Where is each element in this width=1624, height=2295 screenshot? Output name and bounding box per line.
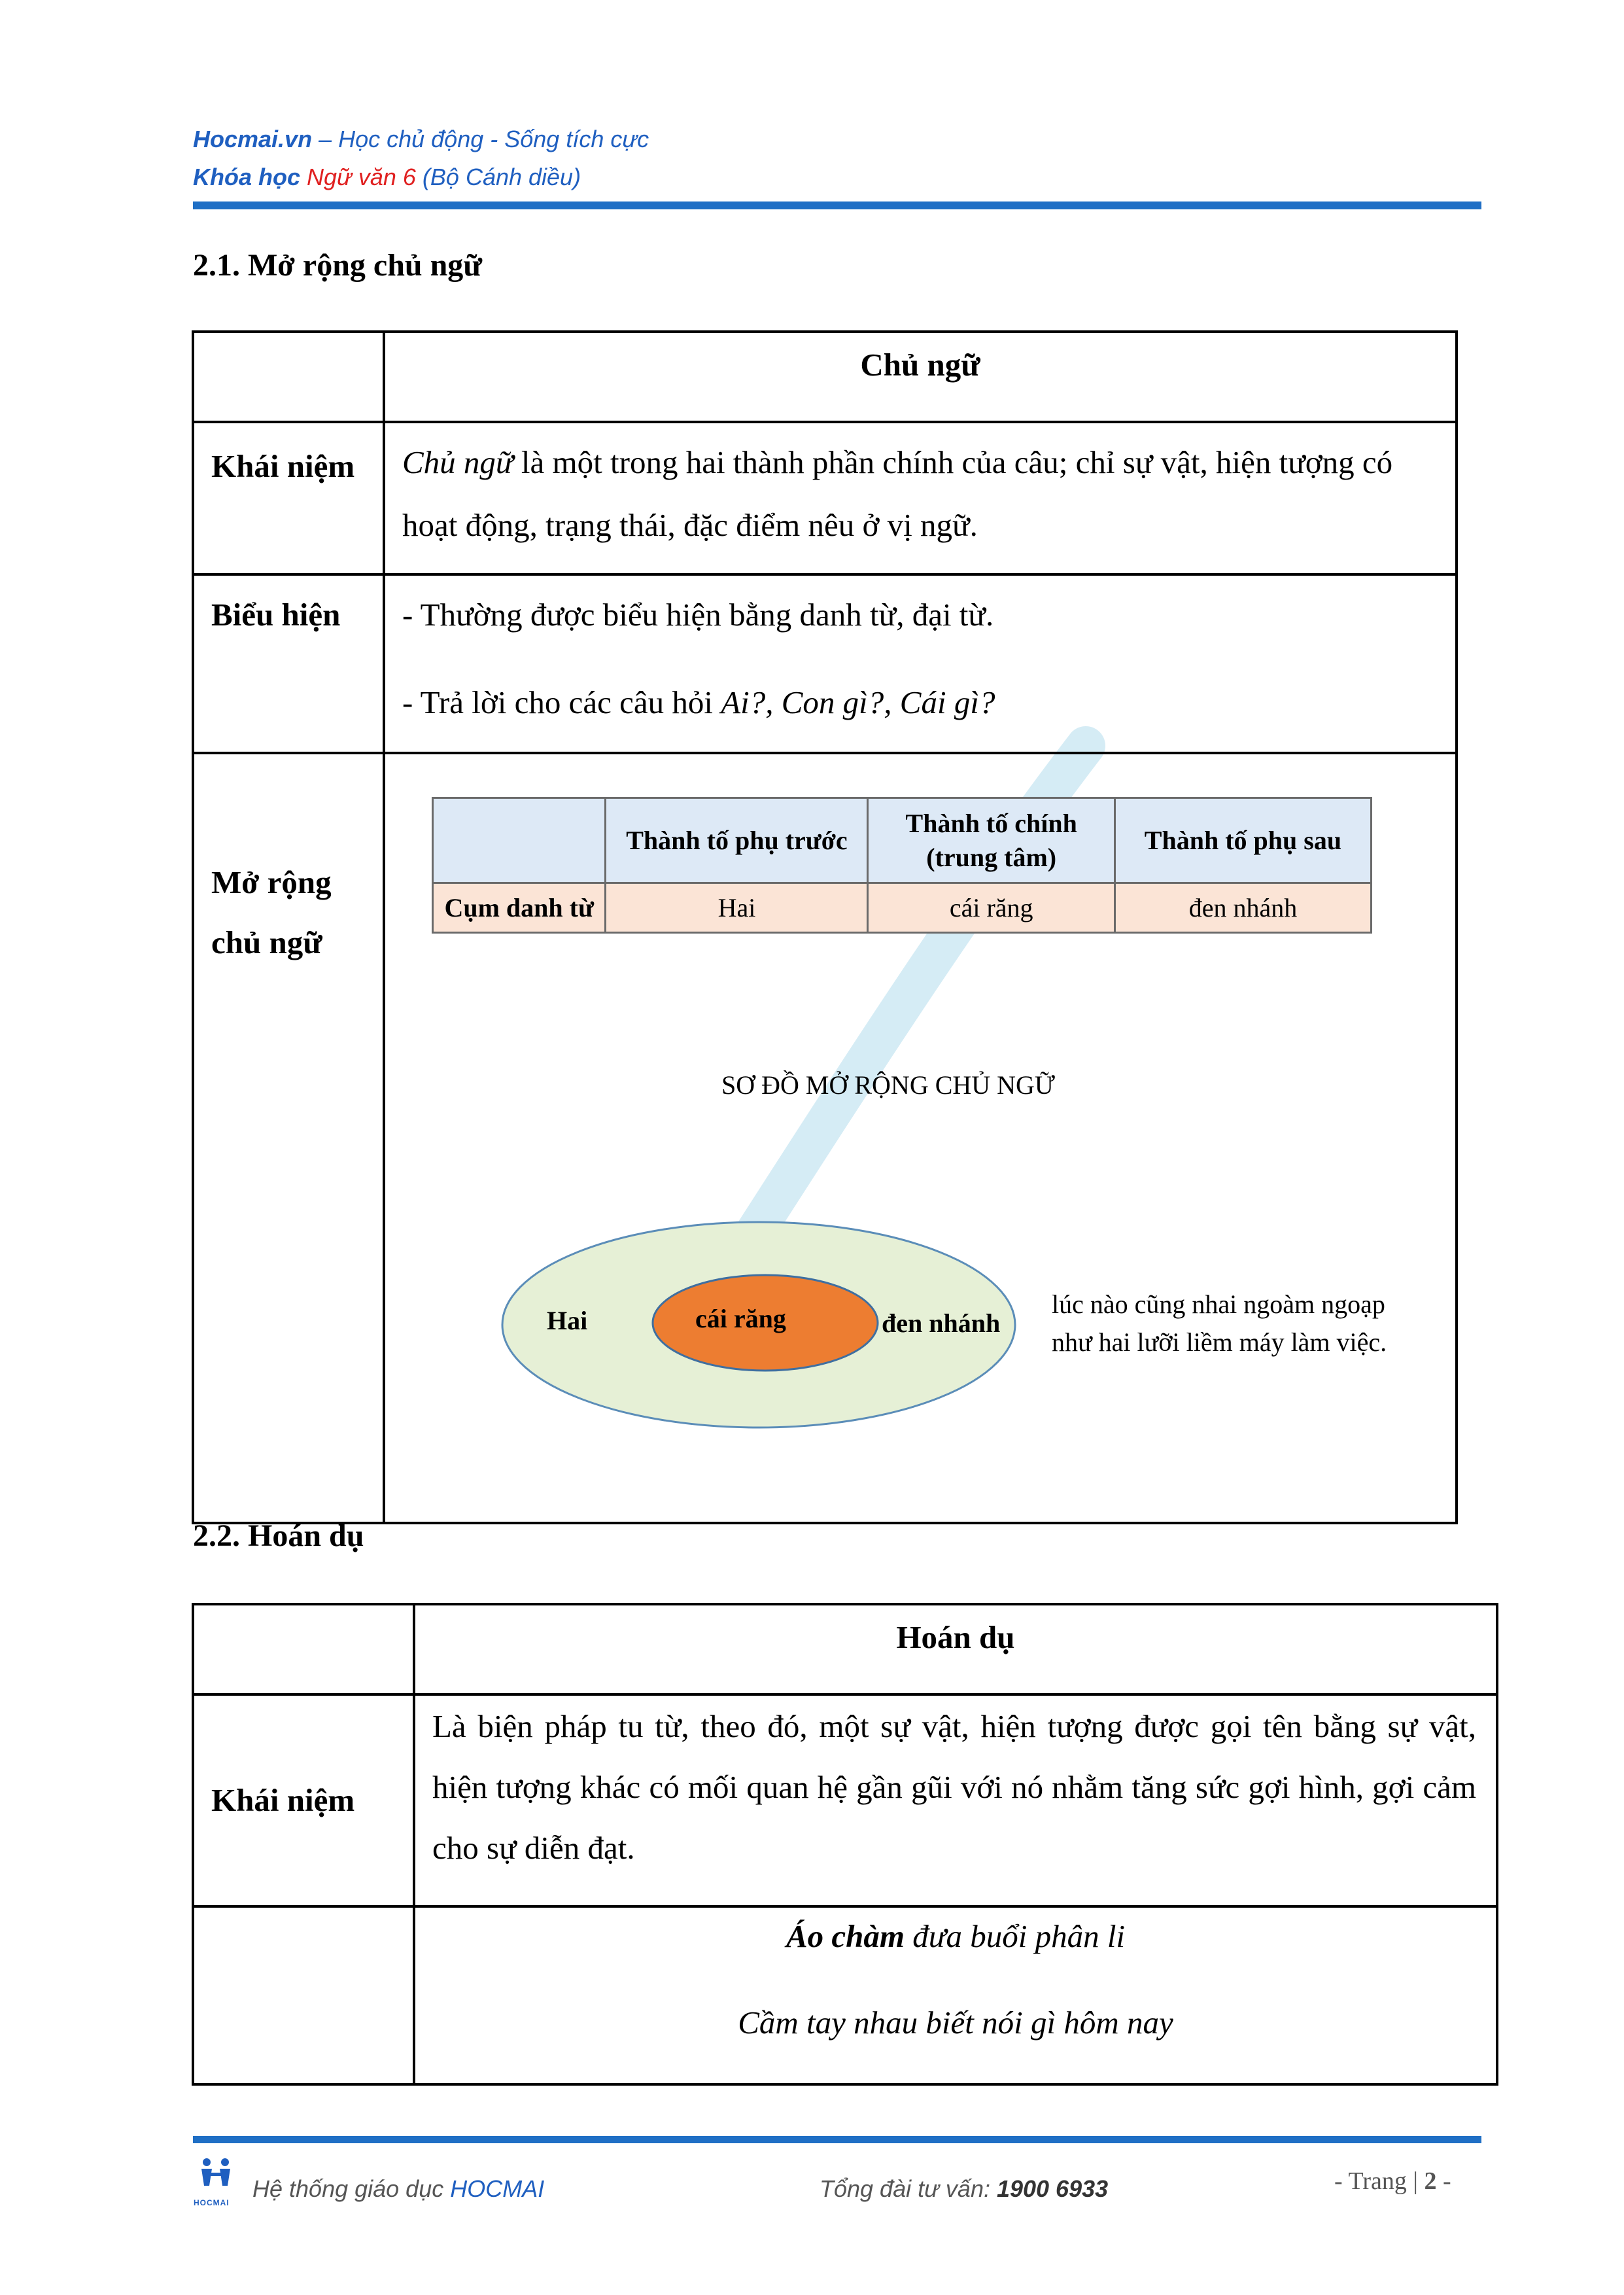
- course-prefix: Khóa học: [193, 164, 307, 190]
- page-num: 2: [1424, 2167, 1437, 2195]
- question-list: Ai?, Con gì?, Cái gì?: [721, 684, 995, 720]
- phrase-cell-post: đen nhánh: [1114, 883, 1371, 933]
- footer-system: [252, 2175, 544, 2203]
- diagram-left-text: Hai: [547, 1306, 588, 1335]
- text-bieu-hien: [384, 574, 1457, 753]
- header-dash: –: [312, 126, 339, 152]
- example-rest: đưa buổi phân li: [904, 1918, 1126, 1954]
- phrase-header-pre: Thành tố phụ trước: [606, 798, 868, 883]
- diagram-title: SƠ ĐỒ MỞ RỘNG CHỦ NGỮ: [721, 1070, 1055, 1100]
- bieu-hien-line-2: [402, 683, 1442, 722]
- phrase-row-label: Cụm danh từ: [433, 883, 606, 933]
- label-bieu-hien: Biểu hiện: [193, 574, 384, 753]
- phrase-cell-main: cái răng: [868, 883, 1114, 933]
- header-slogan: Học chủ động - Sống tích cực: [338, 126, 649, 152]
- bieu-hien-line-1: - Thường được biểu hiện bằng danh từ, đại từ.: [402, 597, 994, 633]
- table-corner: [193, 332, 384, 422]
- header-line-1: [193, 126, 649, 153]
- example-bold: Áo chàm: [786, 1918, 905, 1954]
- label-khai-niem-2: Khái niệm: [193, 1694, 414, 1906]
- diagram-center-text: cái răng: [695, 1304, 786, 1333]
- phrase-header-main: Thành tố chính (trung tâm): [868, 798, 1114, 883]
- header-rule: [193, 201, 1481, 209]
- example-line-2: Cầm tay nhau biết nói gì hôm nay: [738, 2005, 1173, 2041]
- phrase-cell-pre: Hai: [606, 883, 868, 933]
- diagram-note-line-1: lúc nào cũng nhai ngoàm ngoạp: [1052, 1289, 1385, 1319]
- label-example: [193, 1906, 414, 2084]
- label-khai-niem: Khái niệm: [193, 422, 384, 574]
- page-prefix: - Trang |: [1334, 2167, 1425, 2195]
- diagram-right-text: đen nhánh: [882, 1308, 1001, 1338]
- example-cell: [414, 1906, 1497, 2084]
- table-header-chu-ngu: Chủ ngữ: [384, 332, 1457, 422]
- footer-system-name: HOCMAI: [450, 2175, 545, 2202]
- diagram-note-line-2: như hai lưỡi liềm máy làm việc.: [1052, 1327, 1387, 1357]
- course-book: (Bộ Cánh diều): [415, 164, 581, 190]
- course-name: Ngữ văn 6: [307, 164, 416, 190]
- page-suffix: -: [1436, 2167, 1451, 2195]
- header-line-2: [193, 164, 581, 191]
- page-number: [1334, 2167, 1451, 2196]
- logo-text: HOCMAI: [194, 2198, 230, 2207]
- text-khai-niem-2: Là biện pháp tu từ, theo đó, một sự vật, hiện tượng được gọi tên bằng sự vật, hiện tượng khác có mối quan hệ gần gũi với nó nhằm tăng sức gợi hình, gợi cảm cho sự diễn đạt.: [414, 1694, 1497, 1906]
- example-line-1: [415, 1917, 1496, 1956]
- footer-rule: [193, 2136, 1481, 2143]
- bieu-hien-line-2-prefix: - Trả lời cho các câu hỏi: [402, 684, 721, 720]
- footer-hotline: [820, 2175, 1108, 2203]
- table2-corner: [193, 1604, 414, 1694]
- site-link[interactable]: Hocmai.vn: [193, 126, 313, 152]
- term-chu-ngu: Chủ ngữ: [402, 444, 513, 480]
- label-mo-rong-text: Mở rộng chủ ngữ: [211, 864, 332, 960]
- section-title-chu-ngu: 2.1. Mở rộng chủ ngữ: [193, 248, 483, 283]
- table-header-hoan-du: Hoán dụ: [414, 1604, 1497, 1694]
- hocmai-logo-icon: [196, 2156, 238, 2198]
- text-khai-niem: [384, 422, 1457, 574]
- section-title-hoan-du: 2.2. Hoán dụ: [193, 1518, 364, 1553]
- phrase-header-post: Thành tố phụ sau: [1114, 798, 1371, 883]
- table-hoan-du: [192, 1603, 1498, 2086]
- hotline-label: Tổng đài tư vấn:: [820, 2175, 997, 2202]
- label-mo-rong: [193, 753, 384, 1523]
- footer-system-prefix: Hệ thống giáo dục: [252, 2175, 451, 2202]
- diagram-note: [1052, 1286, 1387, 1361]
- phrase-header-0: [433, 798, 606, 883]
- phrase-table: [432, 797, 1372, 934]
- concept-body: là một trong hai thành phần chính của câu; chỉ sự vật, hiện tượng có hoạt động, trạng thái, đặc điểm nêu ở vị ngữ.: [402, 444, 1393, 543]
- hotline-number: 1900 6933: [996, 2175, 1109, 2202]
